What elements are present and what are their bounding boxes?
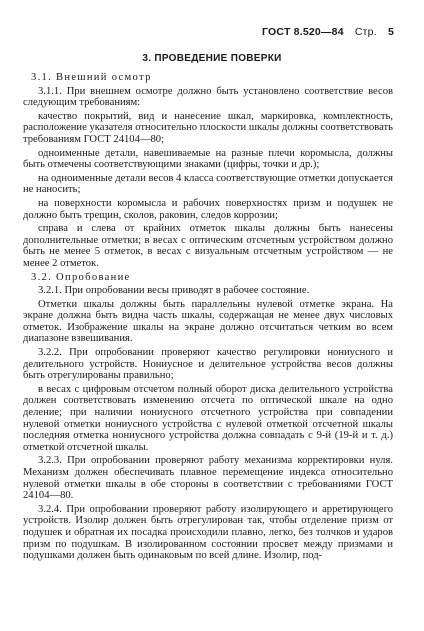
paragraph: 3.2.4. При опробовании проверяют работу изолирующего и арретирующего устройств. Изолир должен быть отрегулирован так, чтобы отделение призм от подушек и обратная их посадка происходили плавно, легко, без толчков и ударов призм по подушкам. В изолированном состоянии просвет между призмами и подушками должен быть одинаковым по всей длине. Изолир, под- bbox=[23, 503, 393, 562]
paragraph: качество покрытий, вид и нанесение шкал, маркировка, комплектность, расположение указателя относительно плоскости шкалы должны соответствовать требованиям ГОСТ 24104—80; bbox=[23, 110, 393, 145]
section-title: 3. ПРОВЕДЕНИЕ ПОВЕРКИ bbox=[142, 53, 282, 64]
subsection-heading: 3.1. Внешний осмотр bbox=[31, 72, 152, 83]
paragraph: на поверхности коромысла и рабочих поверхностях призм и подушек не должно быть трещин, сколов, раковин, следов коррозии; bbox=[23, 197, 393, 221]
paragraph: справа и слева от крайних отметок шкалы должны быть нанесены дополнительные отметки; в весах с оптическим отсчетным устройством должно быть не менее 5 отметок, в весах с визуальным отсчетным устройством — не менее 2 отметок. bbox=[23, 223, 393, 269]
paragraph: в весах с цифровым отсчетом полный оборот диска делительного устройства должен соответствовать изменению отсчета по оптической шкале на одно деление; при наличии нониусного отсчетного устройства при совпадении нулевой отметки нониусного устройства с нулевой отметкой отсчетной шкалы последняя отметка нониусного устройства должна совпадать с 9-й (19-й и т. д.) отметкой отсчетной шкалы. bbox=[23, 383, 393, 453]
standard-number: ГОСТ 8.520—84 bbox=[262, 26, 344, 38]
page-label: Стр. bbox=[354, 26, 377, 38]
paragraph: 3.2.2. При опробовании проверяют качество регулировки нониусного и делительного устройств. Нониусное и делительное устройства весов должны быть отрегулированы правильно; bbox=[23, 347, 393, 382]
page-header bbox=[262, 26, 394, 38]
page-number: 5 bbox=[387, 26, 394, 38]
subsection-heading: 3.2. Опробование bbox=[31, 271, 131, 283]
paragraph: на одноименные детали весов 4 класса соответствующие отметки допускается не наносить; bbox=[23, 172, 393, 196]
paragraph: 3.2.3. При опробовании проверяют работу механизма корректировки нуля. Механизм должен обеспечивать плавное перемещение индекса относительно нулевой отметки шкалы в обе стороны в соответствии с требованиями ГОСТ 24104—80. bbox=[23, 455, 393, 502]
paragraph: 3.2.1. При опробовании весы приводят в рабочее состояние. bbox=[38, 285, 310, 297]
paragraph: Отметки шкалы должны быть параллельны нулевой отметке экрана. На экране должна быть видна часть шкалы, содержащая не менее двух числовых отметок. Изображение шкалы на экране должно отсчитаться четким во всем диапазоне взвешивания. bbox=[23, 298, 393, 345]
paragraph: 3.1.1. При внешнем осмотре должно быть установлено соответствие весов следующим требованиям: bbox=[23, 85, 393, 109]
paragraph: одноименные детали, навешиваемые на разные плечи коромысла, должны быть отмечены соответствующими знаками (цифры, точки и др.); bbox=[23, 147, 393, 171]
document-body bbox=[23, 71, 393, 564]
